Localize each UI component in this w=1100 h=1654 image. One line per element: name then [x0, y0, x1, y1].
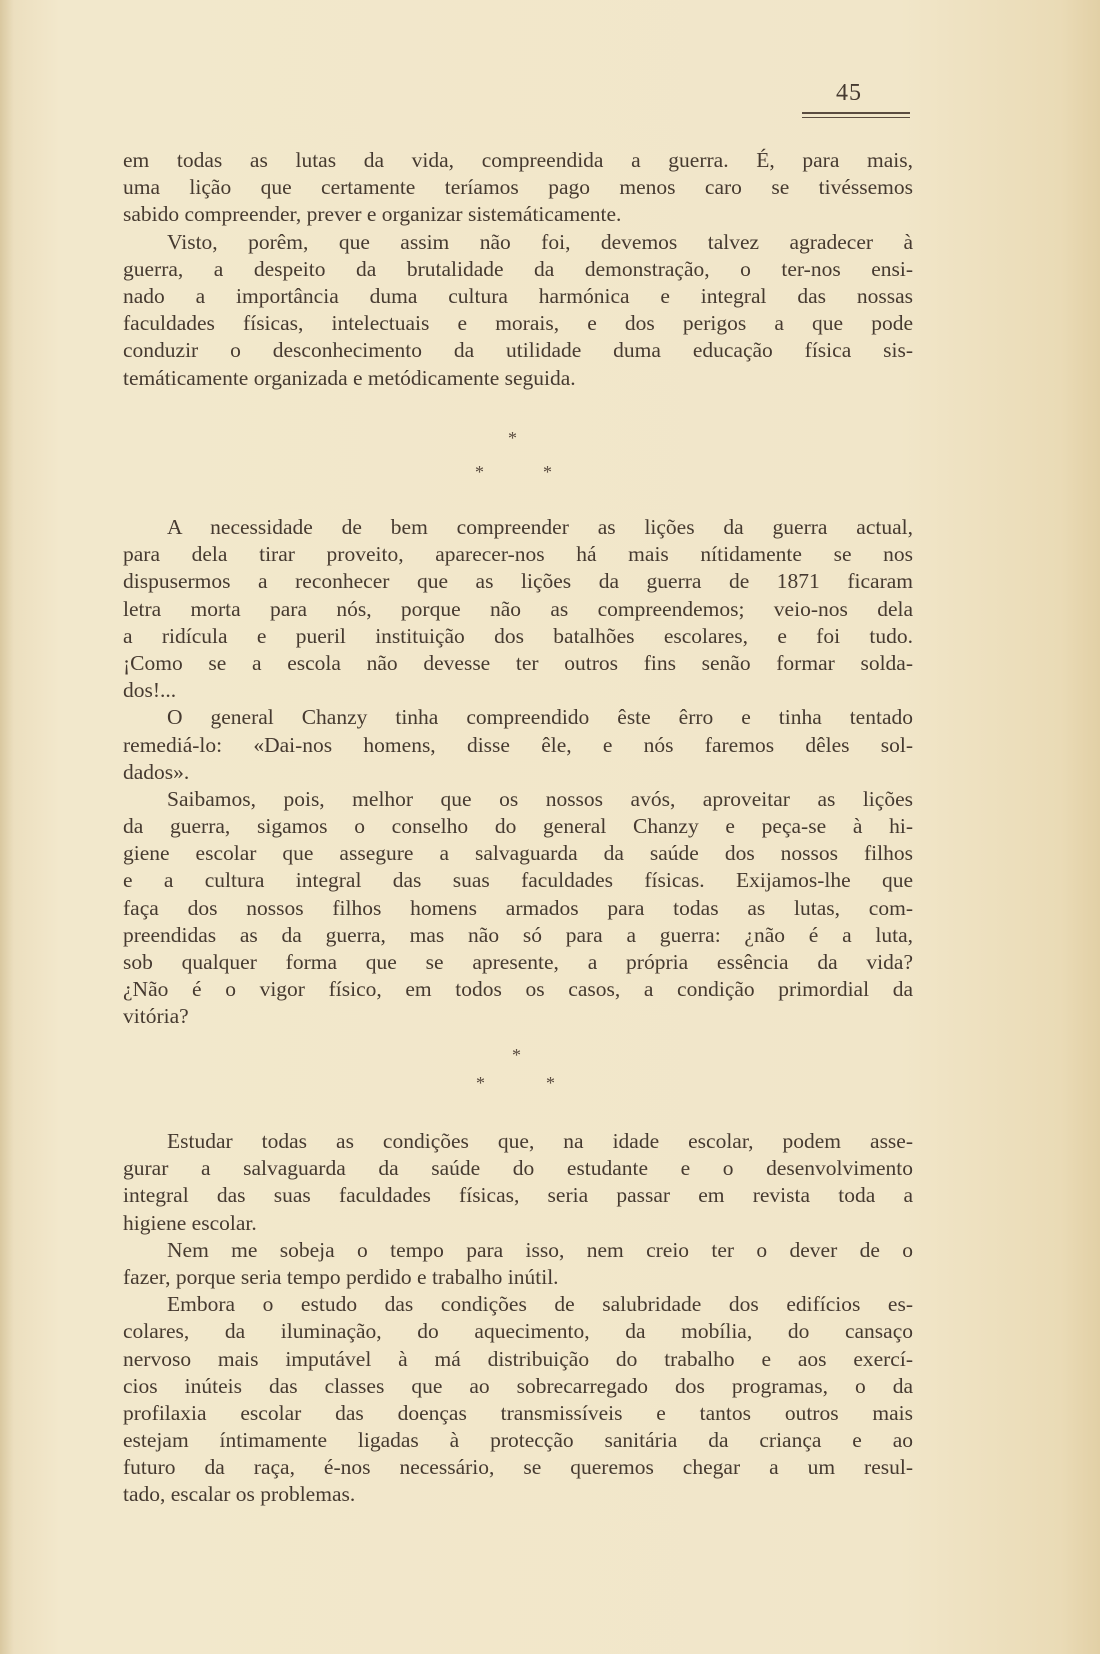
text-line: ¿Não é o vigor físico, em todos os casos, a condição primordial da — [123, 977, 913, 1002]
text-line: sob qualquer forma que se apresente, a própria essência da vida? — [123, 950, 913, 974]
text-line: Nem me sobeja o tempo para isso, nem creio ter o dever de o — [167, 1237, 913, 1262]
text-line: futuro da raça, é-nos necessário, se queremos chegar a um resul- — [123, 1455, 913, 1480]
text-line: nado a importância duma cultura harmónica e integral das nossas — [123, 283, 913, 308]
asterism-star: * — [475, 462, 484, 482]
header-rule — [802, 117, 910, 118]
text-line: dados». — [123, 759, 190, 784]
text-line: Saibamos, pois, melhor que os nossos avós, aproveitar as lições — [167, 786, 913, 811]
text-line: Visto, porêm, que assim não foi, devemos talvez agradecer à — [167, 229, 913, 254]
text-line: para dela tirar proveito, aparecer-nos há mais nítidamente se nos — [123, 542, 913, 567]
text-line: faça dos nossos filhos homens armados para todas as lutas, com- — [123, 895, 913, 920]
asterism-star: * — [512, 1045, 521, 1065]
text-line: tado, escalar os problemas. — [123, 1482, 356, 1507]
text-line: a ridícula e pueril instituição dos batalhões escolares, e foi tudo. — [123, 623, 913, 648]
asterism-star: * — [508, 428, 517, 448]
text-line: estejam íntimamente ligadas à protecção sanitária da criança e ao — [123, 1428, 913, 1453]
paragraph-block-3 — [123, 1128, 913, 1509]
text-line: profilaxia escolar das doenças transmissíveis e tantos outros mais — [123, 1400, 913, 1425]
text-line: gurar a salvaguarda da saúde do estudante e o desenvolvimento — [123, 1156, 913, 1181]
text-line: em todas as lutas da vida, compreendida a guerra. É, para mais, — [123, 148, 913, 172]
text-line: da guerra, sigamos o conselho do general Chanzy e peça-se à hi- — [123, 814, 913, 839]
text-line: fazer, porque seria tempo perdido e trabalho inútil. — [123, 1264, 559, 1289]
text-line: conduzir o desconhecimento da utilidade duma educação física sis- — [123, 338, 913, 363]
text-line: preendidas as da guerra, mas não só para a guerra: ¿não é a luta, — [123, 922, 913, 947]
text-line: integral das suas faculdades físicas, seria passar em revista toda a — [123, 1183, 913, 1208]
text-line: higiene escolar. — [123, 1210, 257, 1235]
paragraph-block-2 — [123, 514, 913, 1031]
text-line: uma lição que certamente teríamos pago menos caro se tivéssemos — [123, 175, 913, 200]
text-line: remediá-lo: «Dai-nos homens, disse êle, e nós faremos dêles sol- — [123, 732, 913, 757]
text-line: Embora o estudo das condições de salubridade dos edifícios es- — [167, 1292, 913, 1317]
text-line: giene escolar que assegure a salvaguarda da saúde dos nossos filhos — [123, 841, 913, 866]
header-rule — [802, 112, 910, 114]
text-line: nervoso mais imputável à má distribuição do trabalho e aos exercí- — [123, 1346, 913, 1371]
text-line: A necessidade de bem compreender as lições da guerra actual, — [167, 515, 913, 539]
asterism-star: * — [543, 462, 552, 482]
text-line: colares, da iluminação, do aquecimento, da mobília, do cansaço — [123, 1319, 913, 1344]
page-number: 45 — [836, 80, 862, 106]
text-line: cios inúteis das classes que ao sobrecarregado dos programas, o da — [123, 1373, 913, 1398]
text-line: sabido compreender, prever e organizar sistemáticamente. — [123, 202, 622, 227]
text-line: e a cultura integral das suas faculdades físicas. Exijamos-lhe que — [123, 868, 913, 893]
asterism-star: * — [546, 1073, 555, 1093]
text-line: Estudar todas as condições que, na idade escolar, podem asse- — [167, 1129, 913, 1153]
text-line: guerra, a despeito da brutalidade da demonstração, o ter-nos ensi- — [123, 256, 913, 281]
text-line: ¡Como se a escola não devesse ter outros fins senão formar solda- — [123, 650, 913, 675]
text-line: O general Chanzy tinha compreendido êste êrro e tinha tentado — [167, 705, 913, 730]
asterism-star: * — [476, 1073, 485, 1093]
text-line: faculdades físicas, intelectuais e morais, e dos perigos a que pode — [123, 311, 913, 336]
text-line: temáticamente organizada e metódicamente seguida. — [123, 365, 576, 390]
text-line: vitória? — [123, 1004, 189, 1029]
text-line: dos!... — [123, 678, 177, 703]
paragraph-block-1 — [123, 147, 913, 392]
text-line: letra morta para nós, porque não as compreendemos; veio-nos dela — [123, 596, 913, 621]
text-line: dispusermos a reconhecer que as lições da guerra de 1871 ficaram — [123, 569, 913, 594]
